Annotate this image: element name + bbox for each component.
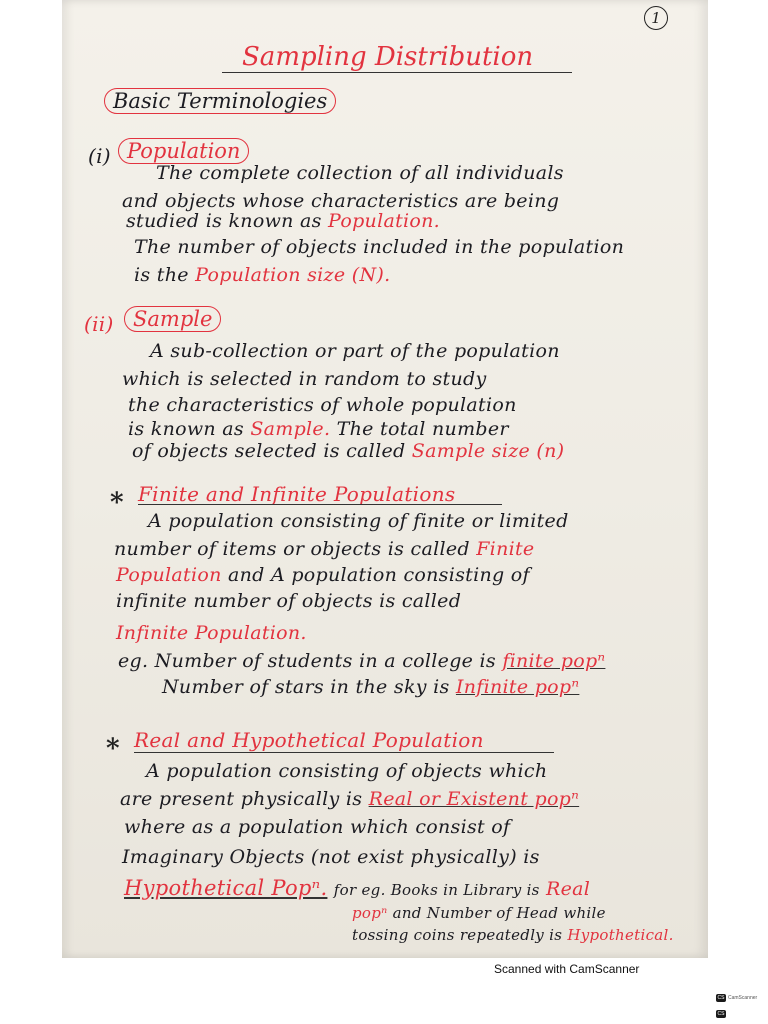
finite-example-1-text: eg. Number of students in a college is — [118, 650, 496, 672]
finite-heading-underline — [138, 504, 502, 505]
real-heading-underline — [134, 752, 554, 753]
notebook-page — [62, 0, 708, 958]
population-heading: Population — [118, 138, 249, 164]
title-underline — [222, 72, 572, 73]
camscanner-logo-icon-2: CS — [717, 1011, 725, 1017]
real-line-5 — [124, 876, 590, 900]
real-line-7 — [352, 926, 674, 944]
real-line-2-text: are present physically is — [120, 788, 363, 810]
real-popn-term: popⁿ — [352, 904, 388, 922]
population-line-5-text: is the — [134, 264, 189, 286]
hypothetical-example-term: Hypothetical. — [567, 926, 674, 944]
infinite-population-term: Infinite Population. — [116, 622, 307, 644]
finite-line-3-text: and A population consisting of — [228, 564, 530, 586]
real-heading: Real and Hypothetical Population — [134, 728, 484, 752]
sample-line-5 — [132, 440, 564, 462]
sample-line-1: A sub-collection or part of the population — [150, 340, 560, 362]
sample-line-4-tail: The total number — [336, 418, 509, 440]
population-line-2: and objects whose characteristics are being — [122, 190, 560, 212]
finite-example-1 — [118, 650, 605, 672]
finite-line-4: infinite number of objects is called — [116, 590, 462, 612]
finite-example-2-term: Infinite popⁿ — [455, 676, 580, 698]
real-line-6-text: and Number of Head while — [392, 904, 606, 922]
finite-heading: Finite and Infinite Populations — [138, 482, 456, 506]
sample-line-3: the characteristics of whole population — [128, 394, 517, 416]
real-line-2 — [120, 788, 579, 810]
sample-term: Sample. — [250, 418, 331, 440]
real-term: Real or Existent popⁿ — [368, 788, 580, 810]
real-line-5-text: for eg. Books in Library is — [333, 881, 540, 899]
finite-line-3 — [116, 564, 530, 586]
camscanner-logo-label: CamScanner — [728, 995, 758, 1001]
camscanner-watermark: Scanned with CamScanner — [494, 962, 640, 976]
population-size-term: Population size (N). — [195, 264, 391, 286]
page-title: Sampling Distribution — [242, 42, 534, 72]
real-line-3: where as a population which consist of — [124, 816, 511, 838]
sample-line-5-text: of objects selected is called — [132, 440, 406, 462]
real-line-6 — [352, 904, 606, 922]
finite-example-2-text: Number of stars in the sky is — [162, 676, 450, 698]
population-line-5 — [134, 264, 390, 286]
page-number: 1 — [644, 6, 668, 30]
sample-size-term: Sample size (n) — [411, 440, 565, 462]
population-line-4: The number of objects included in the population — [134, 236, 625, 258]
camscanner-logo-icon: CS — [717, 995, 725, 1001]
sample-heading: Sample — [124, 306, 221, 332]
basic-terminologies-heading: Basic Terminologies — [104, 88, 336, 114]
finite-example-2 — [162, 676, 579, 698]
population-line-3-text: studied is known as — [126, 210, 322, 232]
finite-line-2 — [114, 538, 534, 560]
real-example-term: Real — [546, 878, 591, 900]
sample-line-4 — [128, 418, 509, 440]
real-line-4: Imaginary Objects (not exist physically) is — [122, 846, 540, 868]
finite-bullet: * — [110, 488, 124, 518]
population-line-1: The complete collection of all individuals — [156, 162, 564, 184]
real-bullet: * — [106, 734, 120, 764]
hypothetical-term: Hypothetical Popⁿ. — [124, 876, 328, 900]
finite-line-2-text: number of items or objects is called — [114, 538, 470, 560]
population-line-3 — [126, 210, 440, 232]
finite-example-1-term: finite popⁿ — [502, 650, 606, 672]
finite-term: Finite — [476, 538, 535, 560]
real-line-1: A population consisting of objects which — [146, 760, 548, 782]
sample-number: (ii) — [84, 312, 114, 336]
population-term: Population. — [328, 210, 441, 232]
finite-line-1: A population consisting of finite or limited — [148, 510, 569, 532]
sample-line-2: which is selected in random to study — [122, 368, 487, 390]
finite-population-term: Population — [116, 564, 222, 586]
sample-line-4-text: is known as — [128, 418, 244, 440]
population-number: (i) — [88, 144, 111, 168]
real-line-7-text: tossing coins repeatedly is — [352, 926, 563, 944]
